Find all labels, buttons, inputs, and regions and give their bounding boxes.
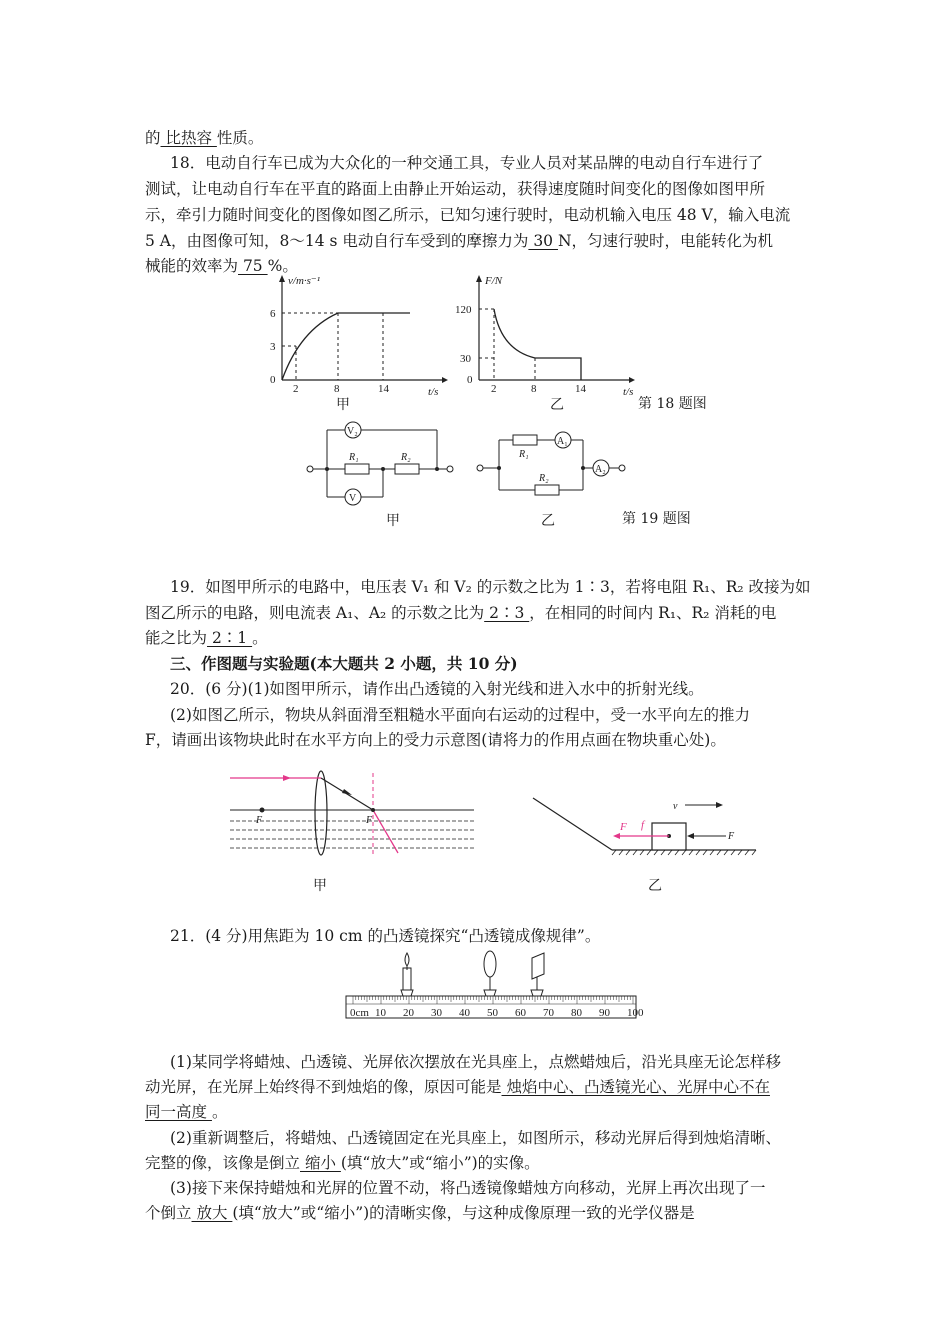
- svg-text:R₂: R₂: [401, 452, 411, 463]
- q19-line-2: 图乙所示的电路，则电流表 A₁、A₂ 的示数之比为 2∶3 ，在相同的时间内 R₁、R₂ 消耗的电: [145, 604, 777, 622]
- svg-text:8: 8: [334, 383, 340, 395]
- scale-label: 10: [375, 1007, 386, 1019]
- svg-text:t/s: t/s: [428, 386, 439, 398]
- q21c-line-1: (3)接下来保持蜡烛和光屏的位置不动，将凸透镜像蜡烛方向移动，光屏上再次出现了一: [170, 1179, 766, 1197]
- svg-text:R₁: R₁: [349, 452, 359, 463]
- answer-blank: 2∶3: [484, 604, 530, 622]
- svg-text:F: F: [366, 815, 373, 826]
- svg-text:2: 2: [293, 383, 299, 395]
- fig19-jia-circuit: [305, 422, 455, 512]
- q20-line-1: 20．(6 分)(1)如图甲所示，请作出凸透镜的入射光线和进入水中的折射光线。: [170, 680, 704, 698]
- svg-text:14: 14: [575, 383, 586, 395]
- svg-text:v: v: [673, 801, 678, 812]
- q21b-line-2: 完整的像，该像是倒立 缩小 (填“放大”或“缩小”)的实像。: [145, 1154, 540, 1172]
- svg-text:14: 14: [378, 383, 389, 395]
- fig20-yi-block: [530, 795, 760, 860]
- q19-line-3: 能之比为 2∶1 。: [145, 629, 268, 647]
- svg-text:v/m·s⁻¹: v/m·s⁻¹: [288, 275, 321, 287]
- q21-line-1: 21．(4 分)用焦距为 10 cm 的凸透镜探究“凸透镜成像规律”。: [170, 927, 601, 945]
- svg-text:R₁: R₁: [519, 449, 529, 460]
- svg-text:t/s: t/s: [623, 386, 634, 398]
- svg-text:F/N: F/N: [485, 275, 503, 287]
- answer-blank: 同一高度: [145, 1103, 212, 1121]
- fig21-optical-bench: [345, 950, 644, 1025]
- answer-blank: 30: [528, 232, 558, 250]
- answer-blank: 烛焰中心、凸透镜光心、光屏中心不在: [501, 1078, 770, 1096]
- svg-text:0: 0: [270, 374, 276, 386]
- scale-label: 70: [543, 1007, 554, 1019]
- svg-text:V₂: V₂: [347, 426, 358, 437]
- fig20-jia-label: 甲: [313, 878, 327, 894]
- q20-line-3: F，请画出该物块此时在水平方向上的受力示意图(请将力的作用点画在物块重心处)。: [145, 731, 726, 749]
- q21b-line-1: (2)重新调整后，将蜡烛、凸透镜固定在光具座上，如图所示，移动光屏后得到烛焰清晰、: [170, 1129, 781, 1147]
- q18-line-2: 测试，让电动自行车在平直的路面上由静止开始运动，获得速度随时间变化的图像如图甲所: [145, 180, 766, 198]
- q18-line-4: 5 A，由图像可知，8～14 s 电动自行车受到的摩擦力为 30 N，匀速行驶时，电能转化为机: [145, 232, 774, 250]
- q18-line-1: 18．电动自行车已成为大众化的一种交通工具，专业人员对某品牌的电动自行车进行了: [170, 154, 764, 172]
- svg-text:F: F: [256, 815, 263, 826]
- answer-blank: 75: [238, 257, 268, 275]
- scale-label: 0cm: [350, 1007, 369, 1019]
- svg-text:120: 120: [455, 304, 472, 316]
- fig18-jia-graph: [268, 270, 448, 405]
- svg-text:F: F: [728, 831, 735, 842]
- svg-text:A₂: A₂: [595, 464, 606, 475]
- svg-text:f: f: [641, 819, 645, 831]
- answer-blank: 缩小: [300, 1154, 341, 1172]
- q21a-line-3: 同一高度 。: [145, 1103, 228, 1121]
- svg-text:V: V: [349, 493, 357, 504]
- fig18-caption: 第 18 题图: [638, 396, 707, 412]
- fig20-jia-lens: [228, 765, 478, 865]
- svg-text:30: 30: [460, 353, 471, 365]
- scale-label: 50: [487, 1007, 498, 1019]
- scale-label: 30: [431, 1007, 442, 1019]
- section-3-heading: 三、作图题与实验题(本大题共 2 小题，共 10 分): [170, 654, 518, 673]
- fig18-yi-graph: [455, 270, 635, 405]
- answer-blank: 比热容: [160, 129, 217, 147]
- answer-blank: 放大: [191, 1204, 233, 1222]
- q21c-line-2: 个倒立 放大 (填“放大”或“缩小”)的清晰实像，与这种成像原理一致的光学仪器是: [145, 1204, 695, 1222]
- fig19-yi-circuit: [475, 428, 630, 498]
- answer-blank: 2∶1: [207, 629, 253, 647]
- scale-label: 90: [599, 1007, 610, 1019]
- q21a-line-1: (1)某同学将蜡烛、凸透镜、光屏依次摆放在光具座上，点燃蜡烛后，沿光具座无论怎样移: [170, 1053, 781, 1071]
- fig19-yi-label: 乙: [541, 513, 555, 529]
- scale-label: 80: [571, 1007, 582, 1019]
- fig20-yi-label: 乙: [648, 878, 662, 894]
- fig18-jia-label: 甲: [336, 397, 350, 413]
- scale-label: 20: [403, 1007, 414, 1019]
- svg-text:R₂: R₂: [539, 473, 549, 484]
- scale-label: 40: [459, 1007, 470, 1019]
- q18-line-5: 械能的效率为 75 %。: [145, 257, 298, 275]
- svg-text:3: 3: [270, 341, 276, 353]
- q18-line-3: 示，牵引力随时间变化的图像如图乙所示，已知匀速行驶时，电动机输入电压 48 V，输入电流: [145, 206, 791, 224]
- svg-text:2: 2: [491, 383, 497, 395]
- scale-label: 60: [515, 1007, 526, 1019]
- svg-text:A₁: A₁: [557, 436, 568, 447]
- svg-text:8: 8: [531, 383, 537, 395]
- scale-label: 100: [627, 1007, 644, 1019]
- line-1: 的 比热容 性质。: [145, 129, 264, 147]
- fig18-yi-label: 乙: [550, 397, 564, 413]
- q19-line-1: 19．如图甲所示的电路中，电压表 V₁ 和 V₂ 的示数之比为 1∶3，若将电阻 R₁、R₂ 改接为如: [170, 578, 811, 596]
- fig19-caption: 第 19 题图: [622, 511, 691, 527]
- svg-text:6: 6: [270, 308, 276, 320]
- svg-text:F: F: [620, 821, 627, 833]
- q20-line-2: (2)如图乙所示，物块从斜面滑至粗糙水平面向右运动的过程中，受一水平向左的推力: [170, 706, 750, 724]
- fig19-jia-label: 甲: [386, 513, 400, 529]
- svg-text:0: 0: [467, 374, 473, 386]
- q21a-line-2: 动光屏，在光屏上始终得不到烛焰的像，原因可能是 烛焰中心、凸透镜光心、光屏中心不在: [145, 1078, 770, 1096]
